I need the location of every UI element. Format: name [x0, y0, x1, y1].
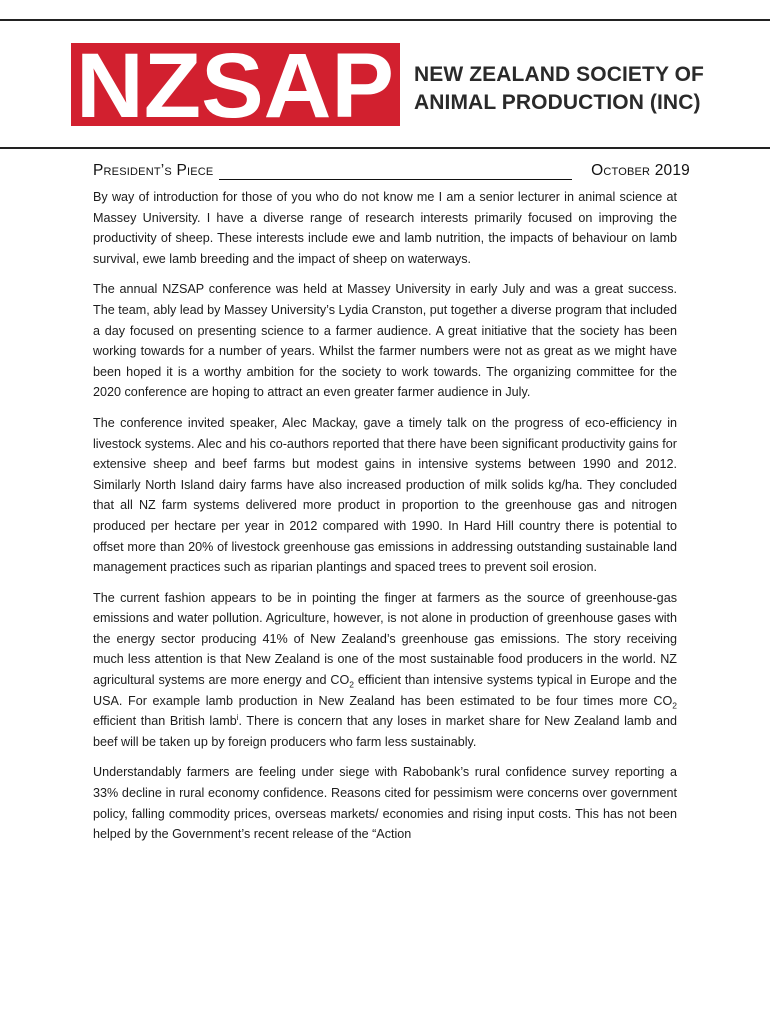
heading-title: President’s Piece — [93, 162, 214, 179]
paragraph-4 — [93, 588, 677, 753]
heading-date: October 2019 — [591, 162, 690, 179]
org-name-line-2: ANIMAL PRODUCTION (INC) — [414, 91, 701, 114]
org-name-line-1: NEW ZEALAND SOCIETY OF — [414, 63, 704, 86]
organization-name — [414, 61, 754, 117]
paragraph-4-text: . There is concern that any loses in market share for New Zealand lamb and beef will be taken up by foreign producers who farm less sustainably. — [93, 714, 677, 749]
article-body — [93, 187, 677, 855]
logo-text: NZSAP — [76, 43, 394, 126]
paragraph-4-text: efficient than British lamb — [93, 714, 237, 729]
paragraph-3: The conference invited speaker, Alec Mackay, gave a timely talk on the progress of eco-efficiency in livestock systems. Alec and his co-authors reported that there have been significant productivity gains for extensive sheep and beef farms but modest gains in intensive systems between 1990 and 2012. Similarly North Island dairy farms have also increased production of milk solids kg/ha. They concluded that all NZ farm systems delivered more product in proportion to the greenhouse gas and nitrogen produced per hectare per year in 2012 compared with 1990. In Hard Hill country there is potential to offset more than 20% of livestock greenhouse gas emissions in addressing outstanding sustainable land management practices such as riparian plantings and spaced trees to prevent soil erosion. — [93, 415, 677, 575]
paragraph-1: By way of introduction for those of you who do not know me I am a senior lecturer in animal science at Massey University. I have a diverse range of research interests primarily focused on improving the productivity of sheep. These interests include ewe and lamb nutrition, the impacts of behaviour on lamb survival, ewe lamb breeding and the impact of sheep on waterways. — [93, 190, 677, 266]
paragraph-5: Understandably farmers are feeling under siege with Rabobank’s rural confidence survey reporting a 33% decline in rural economy confidence. Reasons cited for pessimism were concerns over government policy, falling commodity prices, overseas markets/ economies and rising input costs. This has not been helped by the Government’s recent release of the “Action — [93, 765, 677, 842]
heading-underline — [219, 179, 572, 180]
paragraph-2: The annual NZSAP conference was held at Massey University in early July and was a great success. The team, ably lead by Massey University’s Lydia Cranston, put together a diverse program that included a day focused on presenting science to a farmer audience. A great initiative that the society has been working towards for a number of years. Whilst the farmer numbers were not as great as we might have been hoped it is a worthy ambition for the society to work towards. The organizing committee for the 2020 conference are hoping to attract an even greater farmer audience in July. — [93, 282, 677, 400]
co2-subscript: 2 — [349, 679, 355, 690]
nzsap-logo — [71, 43, 400, 126]
section-heading — [93, 160, 690, 184]
nzsap-logo-mark — [71, 43, 400, 126]
footnote-ref[interactable]: i — [236, 713, 239, 723]
paragraph-4-text: The current fashion appears to be in pointing the finger at farmers as the source of greenhouse-gas emissions and water pollution. Agriculture, however, is not alone in production of greenhouse gases with the energy sector producing 41% of New Zealand’s greenhouse gas emissions. The story receiving much less attention is that New Zealand is one of the most sustainable food producers in the world. NZ agricultural systems are more energy and CO — [93, 590, 677, 688]
header-rule — [0, 147, 770, 149]
top-rule — [0, 19, 770, 21]
paragraph-4-text: efficient than intensive systems typical in Europe and the USA. For example lamb production in New Zealand has been estimated to be four times more CO — [93, 673, 677, 708]
co2-subscript: 2 — [672, 700, 677, 711]
